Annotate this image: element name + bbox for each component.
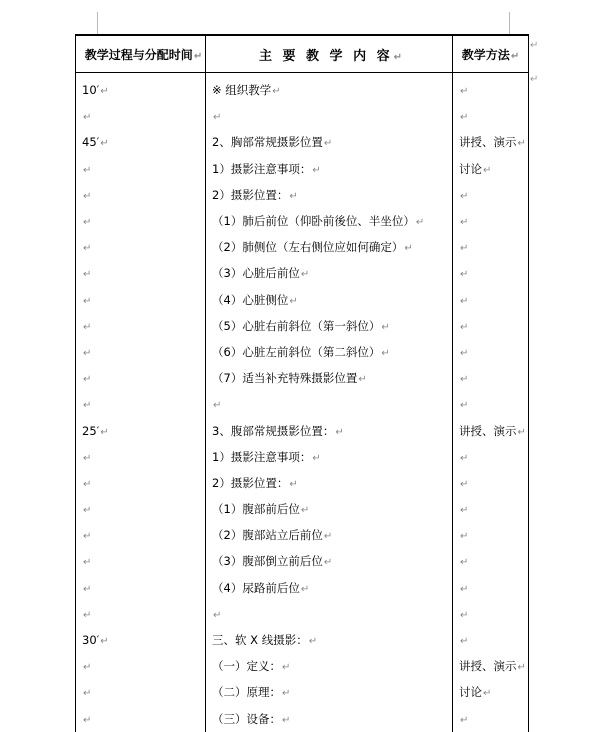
table-row bbox=[76, 679, 529, 705]
time-cell[interactable] bbox=[76, 627, 206, 653]
paragraph-mark: ↵ bbox=[312, 452, 321, 464]
time-cell[interactable] bbox=[76, 103, 206, 129]
paragraph-mark: ↵ bbox=[381, 321, 390, 333]
time-cell[interactable] bbox=[76, 444, 206, 470]
paragraph-mark: ↵ bbox=[83, 112, 92, 124]
method-cell[interactable] bbox=[453, 575, 529, 601]
content-cell[interactable] bbox=[206, 653, 453, 679]
content-cell[interactable] bbox=[206, 103, 453, 129]
paragraph-mark: ↵ bbox=[213, 112, 222, 124]
content-text: 2）摄影位置： bbox=[212, 475, 289, 490]
paragraph-mark: ↵ bbox=[83, 531, 92, 543]
method-cell[interactable] bbox=[453, 73, 529, 104]
time-cell[interactable] bbox=[76, 522, 206, 548]
time-cell[interactable] bbox=[76, 234, 206, 260]
paragraph-mark: ↵ bbox=[83, 295, 92, 307]
paragraph-mark: ↵ bbox=[381, 347, 390, 359]
table-row bbox=[76, 129, 529, 155]
method-text: 讲授、演示 bbox=[459, 135, 517, 150]
method-cell[interactable] bbox=[453, 496, 529, 522]
paragraph-mark: ↵ bbox=[282, 688, 291, 700]
paragraph-mark: ↵ bbox=[83, 243, 92, 255]
lesson-plan-table bbox=[75, 34, 529, 732]
time-cell[interactable] bbox=[76, 496, 206, 522]
paragraph-mark: ↵ bbox=[460, 243, 469, 255]
method-cell[interactable] bbox=[453, 417, 529, 443]
paragraph-mark: ↵ bbox=[100, 86, 109, 98]
table-row bbox=[76, 208, 529, 234]
content-cell[interactable] bbox=[206, 313, 453, 339]
method-cell[interactable] bbox=[453, 182, 529, 208]
paragraph-mark: ↵ bbox=[460, 531, 469, 543]
time-cell[interactable] bbox=[76, 470, 206, 496]
table-row bbox=[76, 103, 529, 129]
paragraph-mark: ↵ bbox=[358, 374, 367, 386]
content-text: （6）心脏左前斜位（第二斜位） bbox=[212, 344, 381, 359]
content-cell[interactable] bbox=[206, 73, 453, 104]
paragraph-mark: ↵ bbox=[483, 688, 492, 700]
header-content-label: 主 要 教 学 内 容 bbox=[258, 48, 393, 64]
time-cell[interactable] bbox=[76, 391, 206, 417]
paragraph-mark: ↵ bbox=[83, 217, 92, 229]
content-cell[interactable] bbox=[206, 129, 453, 155]
time-text: 30′ bbox=[82, 633, 100, 648]
paragraph-mark: ↵ bbox=[83, 269, 92, 281]
paragraph-mark: ↵ bbox=[460, 347, 469, 359]
table-row bbox=[76, 601, 529, 627]
paragraph-mark: ↵ bbox=[517, 426, 526, 438]
paragraph-mark: ↵ bbox=[83, 557, 92, 569]
method-cell[interactable] bbox=[453, 627, 529, 653]
paragraph-mark: ↵ bbox=[460, 636, 469, 648]
time-cell[interactable] bbox=[76, 208, 206, 234]
method-cell[interactable] bbox=[453, 208, 529, 234]
paragraph-mark: ↵ bbox=[282, 662, 291, 674]
paragraph-mark: ↵ bbox=[460, 374, 469, 386]
paragraph-mark: ↵ bbox=[415, 217, 425, 229]
paragraph-mark: ↵ bbox=[323, 531, 333, 543]
content-cell[interactable] bbox=[206, 260, 453, 286]
paragraph-mark: ↵ bbox=[460, 400, 469, 412]
paragraph-mark: ↵ bbox=[323, 557, 333, 569]
paragraph-mark: ↵ bbox=[393, 51, 406, 63]
content-cell[interactable] bbox=[206, 548, 453, 574]
header-content-cell[interactable] bbox=[206, 35, 453, 73]
paragraph-mark: ↵ bbox=[460, 217, 469, 229]
content-cell[interactable] bbox=[206, 470, 453, 496]
paragraph-mark: ↵ bbox=[282, 714, 291, 726]
method-text: 讲授、演示 bbox=[459, 659, 517, 674]
table-row bbox=[76, 575, 529, 601]
paragraph-mark: ↵ bbox=[460, 505, 469, 517]
table-row bbox=[76, 365, 529, 391]
table-row bbox=[76, 391, 529, 417]
paragraph-mark: ↵ bbox=[83, 505, 92, 517]
paragraph-mark: ↵ bbox=[83, 714, 92, 726]
paragraph-mark: ↵ bbox=[300, 505, 310, 517]
page-crop-mark-right bbox=[509, 12, 510, 34]
paragraph-mark: ↵ bbox=[335, 426, 344, 438]
time-cell[interactable] bbox=[76, 548, 206, 574]
method-cell[interactable] bbox=[453, 339, 529, 365]
time-cell[interactable] bbox=[76, 260, 206, 286]
paragraph-mark: ↵ bbox=[83, 478, 92, 490]
time-cell[interactable] bbox=[76, 365, 206, 391]
paragraph-mark: ↵ bbox=[100, 138, 109, 150]
paragraph-mark: ↵ bbox=[83, 688, 92, 700]
content-cell[interactable] bbox=[206, 417, 453, 443]
table-row bbox=[76, 444, 529, 470]
paragraph-mark: ↵ bbox=[83, 662, 92, 674]
paragraph-mark: ↵ bbox=[100, 426, 109, 438]
paragraph-mark: ↵ bbox=[312, 164, 321, 176]
paragraph-mark: ↵ bbox=[460, 557, 469, 569]
time-cell[interactable] bbox=[76, 73, 206, 104]
table-row bbox=[76, 522, 529, 548]
paragraph-mark: ↵ bbox=[517, 138, 526, 150]
content-cell[interactable] bbox=[206, 522, 453, 548]
method-cell[interactable] bbox=[453, 601, 529, 627]
paragraph-mark: ↵ bbox=[460, 269, 469, 281]
paragraph-mark: ↵ bbox=[289, 190, 298, 202]
paragraph-mark: ↵ bbox=[404, 243, 413, 255]
content-cell[interactable] bbox=[206, 679, 453, 705]
content-text: 2、胸部常规摄影位置 bbox=[212, 135, 323, 150]
paragraph-mark: ↵ bbox=[300, 269, 310, 281]
method-text: 讨论 bbox=[459, 161, 482, 176]
paragraph-mark: ↵ bbox=[300, 583, 310, 595]
table-row bbox=[76, 653, 529, 679]
method-cell[interactable] bbox=[453, 234, 529, 260]
paragraph-mark: ↵ bbox=[83, 347, 92, 359]
table-row bbox=[76, 73, 529, 104]
table-row bbox=[76, 548, 529, 574]
header-time-cell[interactable] bbox=[76, 35, 206, 73]
time-cell[interactable] bbox=[76, 156, 206, 182]
table-row bbox=[76, 287, 529, 313]
table-row bbox=[76, 470, 529, 496]
method-cell[interactable] bbox=[453, 287, 529, 313]
paragraph-mark: ↵ bbox=[213, 609, 222, 621]
table-row bbox=[76, 234, 529, 260]
method-text: 讲授、演示 bbox=[459, 423, 517, 438]
paragraph-mark: ↵ bbox=[83, 321, 92, 333]
content-cell[interactable] bbox=[206, 156, 453, 182]
content-text: （4）尿路前后位 bbox=[212, 580, 300, 595]
content-text: （二）原理： bbox=[212, 685, 281, 700]
table-row bbox=[76, 182, 529, 208]
content-cell[interactable] bbox=[206, 575, 453, 601]
content-text: 3、腹部常规摄影位置： bbox=[212, 423, 335, 438]
content-text: （2）腹部站立后前位 bbox=[212, 528, 323, 543]
time-cell[interactable] bbox=[76, 653, 206, 679]
table-header-row bbox=[76, 35, 529, 73]
table-row bbox=[76, 706, 529, 732]
content-text: （1）腹部前后位 bbox=[212, 502, 300, 517]
method-cell[interactable] bbox=[453, 470, 529, 496]
paragraph-mark: ↵ bbox=[460, 583, 469, 595]
paragraph-mark: ↵ bbox=[193, 50, 203, 62]
paragraph-mark: ↵ bbox=[460, 452, 469, 464]
time-cell[interactable] bbox=[76, 129, 206, 155]
content-text: 三、软 X 线摄影： bbox=[212, 633, 308, 648]
paragraph-mark: ↵ bbox=[323, 138, 333, 150]
time-cell[interactable] bbox=[76, 575, 206, 601]
paragraph-mark: ↵ bbox=[460, 190, 469, 202]
paragraph-mark: ↵ bbox=[460, 295, 469, 307]
paragraph-mark: ↵ bbox=[83, 374, 92, 386]
time-cell[interactable] bbox=[76, 313, 206, 339]
paragraph-mark: ↵ bbox=[289, 295, 298, 307]
content-cell[interactable] bbox=[206, 182, 453, 208]
content-cell[interactable] bbox=[206, 208, 453, 234]
paragraph-mark: ↵ bbox=[83, 190, 92, 202]
row-end-mark: ↵ bbox=[530, 74, 539, 85]
content-text: （7）适当补充特殊摄影位置 bbox=[212, 371, 358, 386]
content-cell[interactable] bbox=[206, 627, 453, 653]
method-cell[interactable] bbox=[453, 313, 529, 339]
paragraph-mark: ↵ bbox=[100, 636, 109, 648]
content-text: （4）心脏侧位 bbox=[212, 292, 289, 307]
table-row bbox=[76, 627, 529, 653]
method-cell[interactable] bbox=[453, 548, 529, 574]
content-text: ※ 组织教学 bbox=[212, 83, 272, 98]
paragraph-mark: ↵ bbox=[289, 478, 298, 490]
paragraph-mark: ↵ bbox=[517, 662, 526, 674]
paragraph-mark: ↵ bbox=[83, 609, 92, 621]
paragraph-mark: ↵ bbox=[308, 636, 318, 648]
header-time-label: 教学过程与分配时间 bbox=[84, 47, 193, 62]
content-text: （2）肺侧位（左右侧位应如何确定） bbox=[212, 240, 404, 255]
content-cell[interactable] bbox=[206, 444, 453, 470]
content-cell[interactable] bbox=[206, 365, 453, 391]
paragraph-mark: ↵ bbox=[483, 164, 492, 176]
table-row bbox=[76, 339, 529, 365]
content-cell[interactable] bbox=[206, 287, 453, 313]
table-row bbox=[76, 417, 529, 443]
paragraph-mark: ↵ bbox=[272, 86, 281, 98]
method-cell[interactable] bbox=[453, 391, 529, 417]
method-cell[interactable] bbox=[453, 156, 529, 182]
method-cell[interactable] bbox=[453, 129, 529, 155]
paragraph-mark: ↵ bbox=[83, 452, 92, 464]
time-cell[interactable] bbox=[76, 287, 206, 313]
method-cell[interactable] bbox=[453, 706, 529, 732]
time-cell[interactable] bbox=[76, 339, 206, 365]
method-cell[interactable] bbox=[453, 260, 529, 286]
content-text: （3）心脏后前位 bbox=[212, 266, 300, 281]
content-text: （5）心脏右前斜位（第一斜位） bbox=[212, 318, 381, 333]
row-end-mark: ↵ bbox=[530, 40, 539, 51]
time-cell[interactable] bbox=[76, 679, 206, 705]
time-text: 25′ bbox=[82, 423, 100, 438]
content-text: 2）摄影位置： bbox=[212, 187, 289, 202]
content-cell[interactable] bbox=[206, 601, 453, 627]
content-cell[interactable] bbox=[206, 496, 453, 522]
paragraph-mark: ↵ bbox=[213, 400, 222, 412]
content-text: 1）摄影注意事项： bbox=[212, 449, 312, 464]
time-cell[interactable] bbox=[76, 706, 206, 732]
content-text: （一）定义： bbox=[212, 659, 281, 674]
table-row bbox=[76, 313, 529, 339]
paragraph-mark: ↵ bbox=[460, 86, 469, 98]
content-text: 1）摄影注意事项： bbox=[212, 161, 312, 176]
paragraph-mark: ↵ bbox=[83, 583, 92, 595]
paragraph-mark: ↵ bbox=[83, 400, 92, 412]
table-row bbox=[76, 156, 529, 182]
method-cell[interactable] bbox=[453, 653, 529, 679]
time-cell[interactable] bbox=[76, 182, 206, 208]
method-text: 讨论 bbox=[459, 685, 482, 700]
header-method-label: 教学方法 bbox=[461, 47, 510, 62]
page-crop-mark-left bbox=[97, 12, 98, 34]
table-row bbox=[76, 496, 529, 522]
method-cell[interactable] bbox=[453, 365, 529, 391]
content-text: （3）腹部倒立前后位 bbox=[212, 554, 323, 569]
table-row bbox=[76, 260, 529, 286]
method-cell[interactable] bbox=[453, 679, 529, 705]
paragraph-mark: ↵ bbox=[510, 50, 520, 62]
method-cell[interactable] bbox=[453, 522, 529, 548]
header-method-cell[interactable] bbox=[453, 35, 529, 73]
content-text: （1）肺后前位（仰卧前後位、半坐位） bbox=[212, 214, 415, 229]
paragraph-mark: ↵ bbox=[460, 112, 469, 124]
paragraph-mark: ↵ bbox=[460, 609, 469, 621]
content-cell[interactable] bbox=[206, 339, 453, 365]
time-cell[interactable] bbox=[76, 601, 206, 627]
content-text: （三）设备： bbox=[212, 711, 281, 726]
content-cell[interactable] bbox=[206, 391, 453, 417]
paragraph-mark: ↵ bbox=[460, 321, 469, 333]
time-text: 10′ bbox=[82, 83, 100, 98]
paragraph-mark: ↵ bbox=[460, 478, 469, 490]
time-text: 45′ bbox=[82, 135, 100, 150]
paragraph-mark: ↵ bbox=[460, 714, 469, 726]
content-cell[interactable] bbox=[206, 234, 453, 260]
method-cell[interactable] bbox=[453, 103, 529, 129]
content-cell[interactable] bbox=[206, 706, 453, 732]
paragraph-mark: ↵ bbox=[83, 164, 92, 176]
method-cell[interactable] bbox=[453, 444, 529, 470]
time-cell[interactable] bbox=[76, 417, 206, 443]
